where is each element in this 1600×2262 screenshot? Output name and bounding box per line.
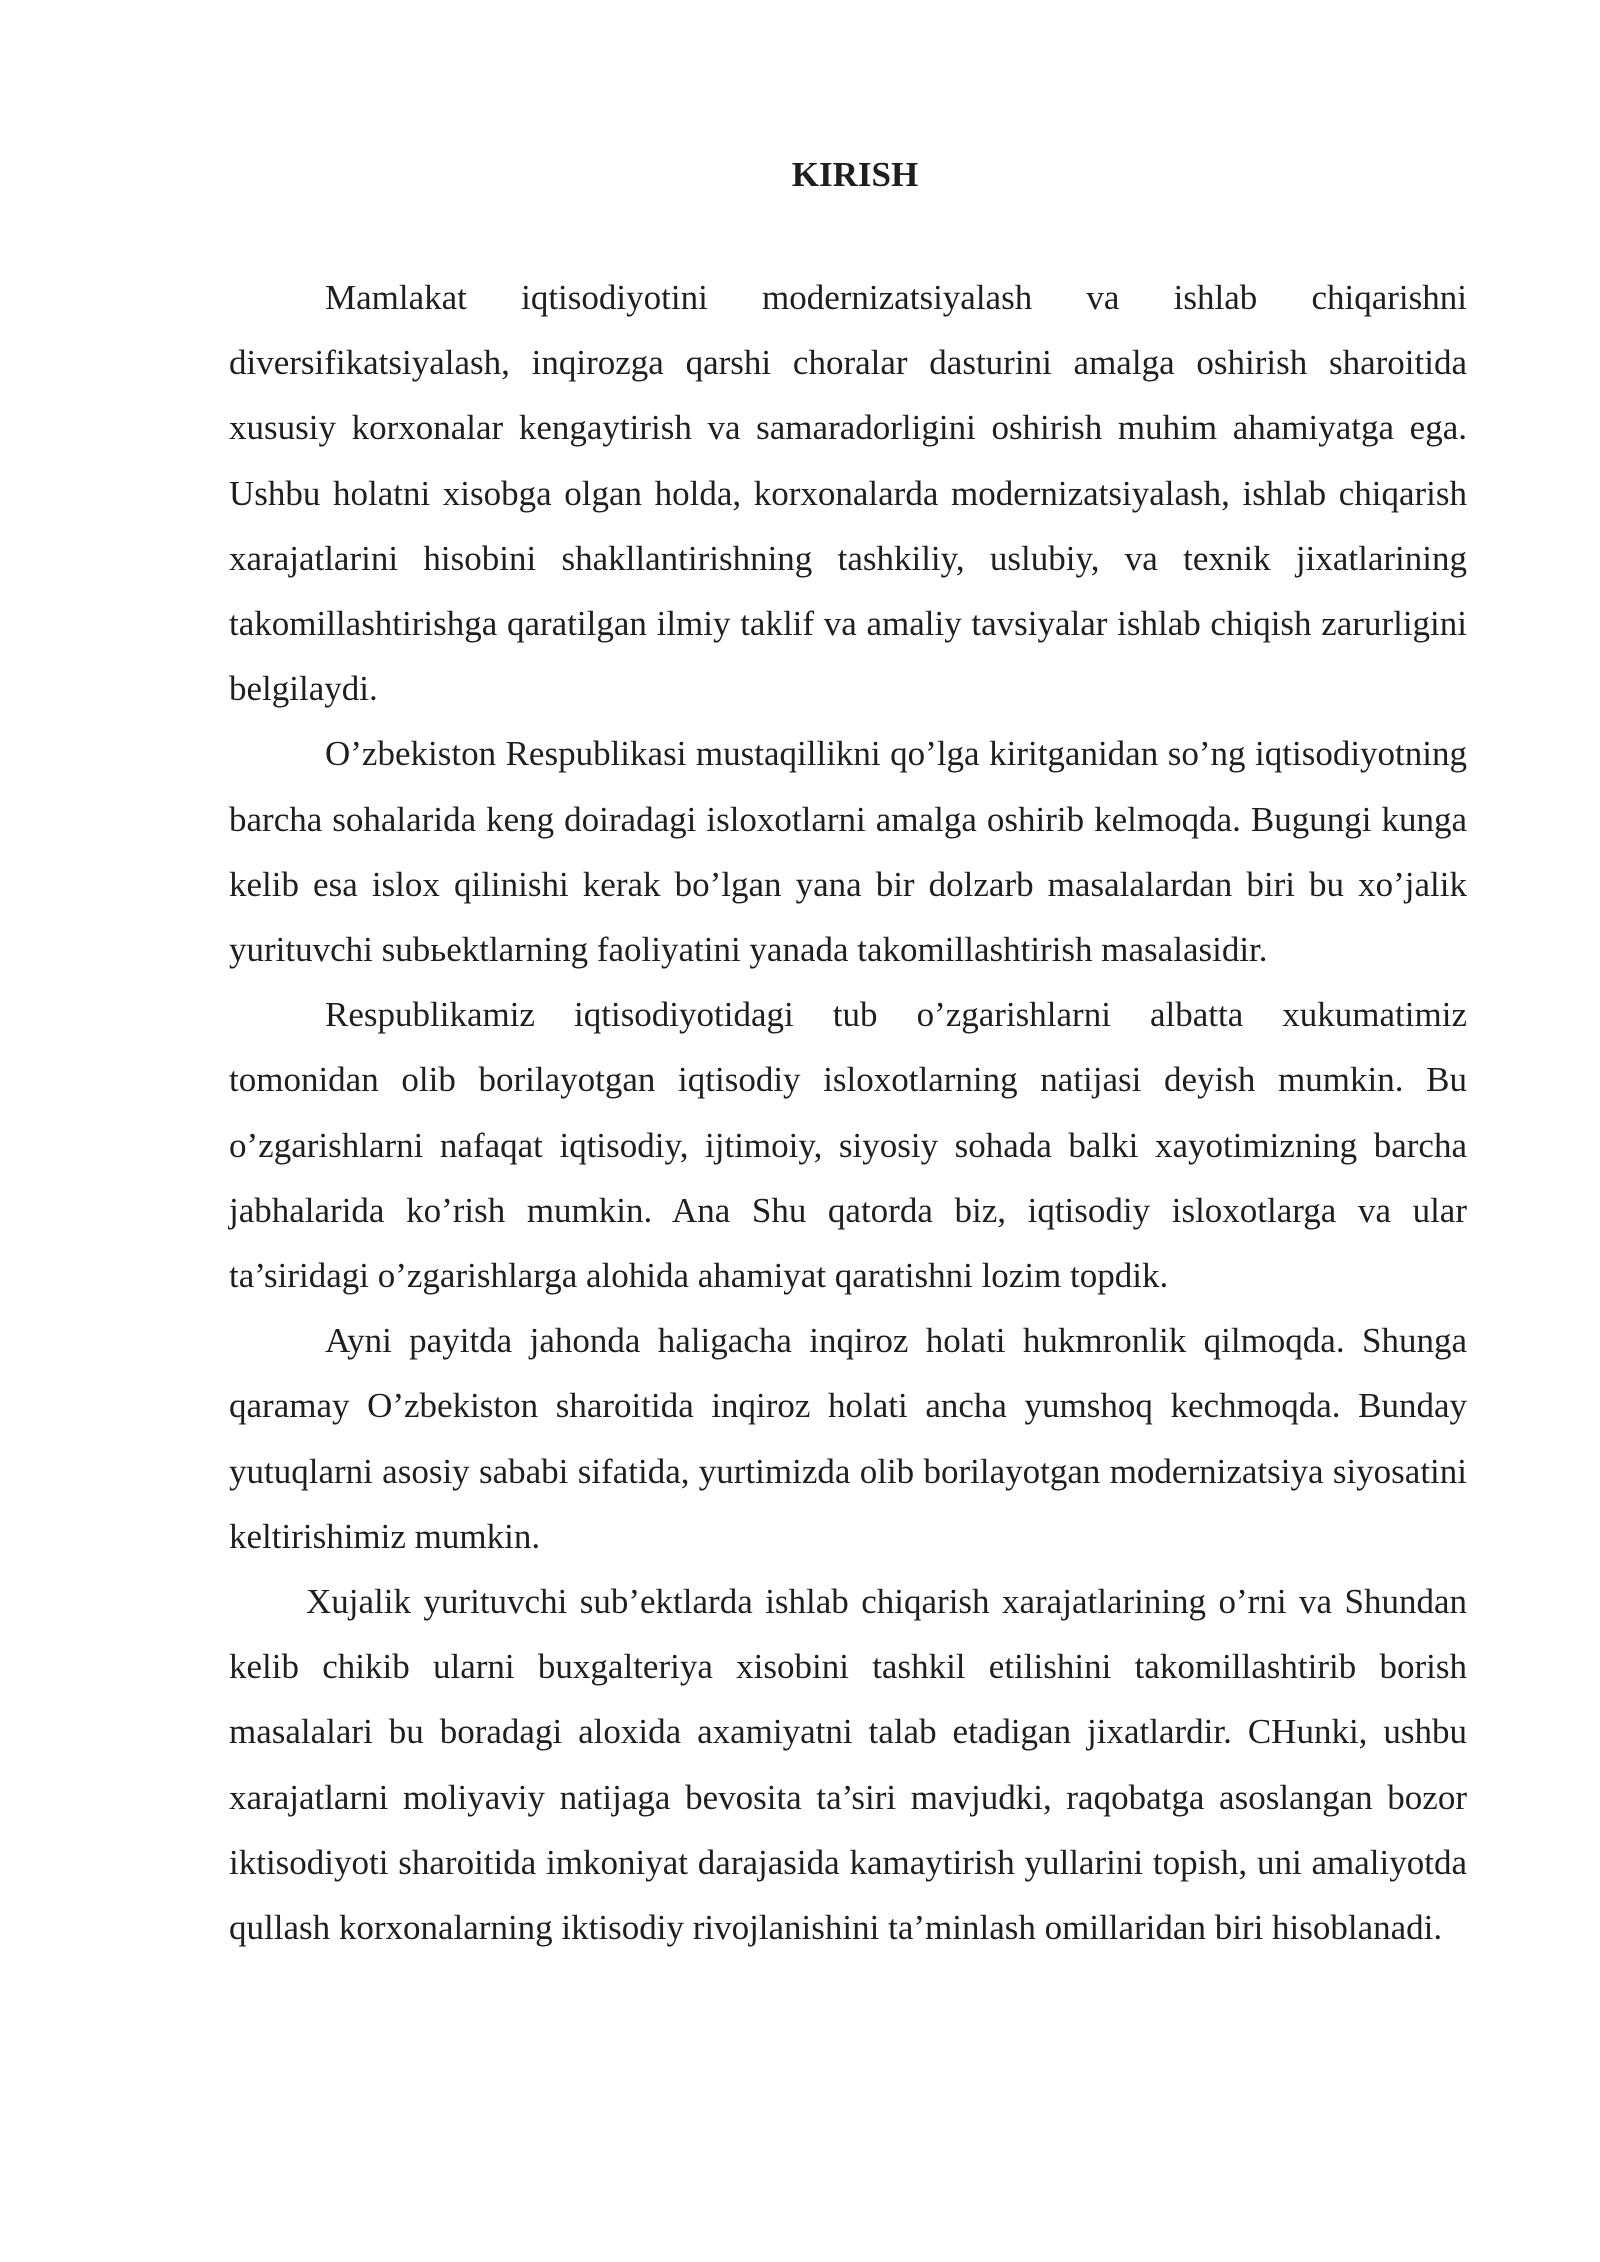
document-title: KIRISH — [791, 155, 919, 194]
paragraph-4: Ayni payitda jahonda haligacha inqiroz holati hukmronlik qilmoqda. Shunga qaramay O’zbekiston sharoitida inqiroz holati ancha yumshoq kechmoqda. Bunday yutuqlarni asosiy sababi sifatida, yurtimizda olib borilayotgan modernizatsiya siyosatini keltirishimiz mumkin. — [229, 1321, 1467, 1556]
paragraph-1: Mamlakat iqtisodiyotini modernizatsiyalash va ishlab chiqarishni diversifikatsiyalash, inqirozga qarshi choralar dasturini amalga oshirish sharoitida xususiy korxonalar kengaytirish va samaradorligini oshirish muhim ahamiyatga ega. Ushbu holatni xisobga olgan holda, korxonalarda modernizatsiyalash, ishlab chiqarish xarajatlarini hisobini shakllantirishning tashkiliy, uslubiy, va texnik jixatlarining takomillashtirishga qaratilgan ilmiy taklif va amaliy tavsiyalar ishlab chiqish zarurligini belgilaydi. — [229, 278, 1467, 709]
document-body — [229, 150, 1467, 1960]
paragraph-2: O’zbekiston Respublikasi mustaqillikni qo’lga kiritganidan so’ng iqtisodiyotning barcha sohalarida keng doiradagi isloxotlarni amalga oshirib kelmoqda. Bugungi kunga kelib esa islox qilinishi kerak bo’lgan yana bir dolzarb masalalardan biri bu xo’jalik yurituvchi subьektlarning faoliyatini yanada takomillashtirish masalasidir. — [229, 734, 1467, 970]
paragraph-5: Xujalik yurituvchi sub’ektlarda ishlab chiqarish xarajatlarining o’rni va Shundan kelib chikib ularni buxgalteriya xisobini tashkil etilishini takomillashtirib borish masalalari bu boradagi aloxida axamiyatni talab etadigan jixatlardir. CHunki, ushbu xarajatlarni moliyaviy natijaga bevosita ta’siri mavjudki, raqobatga asoslangan bozor iktisodiyoti sharoitida imkoniyat darajasida kamaytirish yullarini topish, uni amaliyotda qullash korxonalarning iktisodiy rivojlanishini ta’minlash omillaridan biri hisoblanadi. — [229, 1582, 1467, 1948]
paragraph-3: Respublikamiz iqtisodiyotidagi tub o’zgarishlarni albatta xukumatimiz tomonidan olib borilayotgan iqtisodiy isloxotlarning natijasi deyish mumkin. Bu o’zgarishlarni nafaqat iqtisodiy, ijtimoiy, siyosiy sohada balki xayotimizning barcha jabhalarida ko’rish mumkin. Ana Shu qatorda biz, iqtisodiy isloxotlarga va ular ta’siridagi o’zgarishlarga alohida ahamiyat qaratishni lozim topdik. — [229, 995, 1467, 1296]
